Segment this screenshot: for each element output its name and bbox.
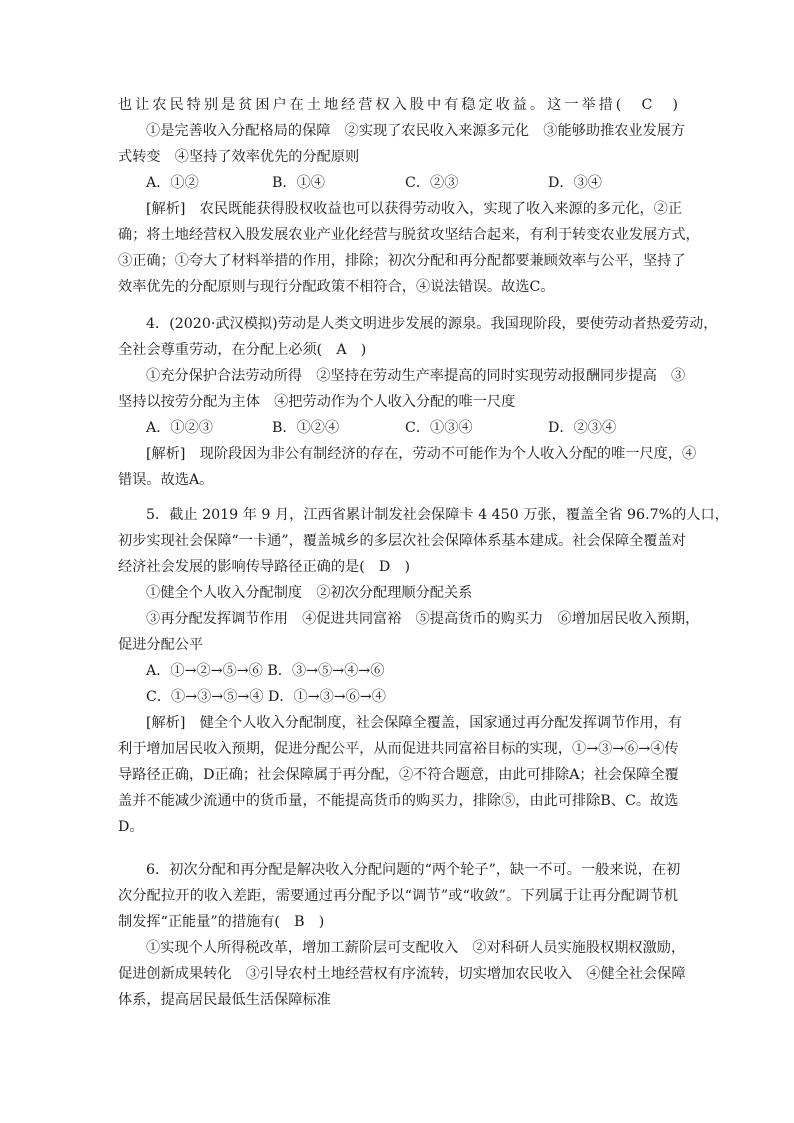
question-3-analysis-line-1: [解析] 农民既能获得股权收益也可以获得劳动收入，实现了收入来源的多元化，②正 [146, 201, 683, 217]
question-4-stem-line-2: 全社会尊重劳动，在分配上必须( A ) [118, 342, 367, 358]
question-5-analysis-line-3: 导路径正确，D正确；社会保障属于再分配，②不符合题意，由此可排除A；社会保障全覆 [118, 767, 679, 783]
question-5-options-line-2: C．①→③→⑤→④ D．①→③→⑥→④ [146, 689, 386, 705]
option-b: B．①②④ [272, 420, 340, 436]
question-5-analysis-line-5: D。 [118, 819, 144, 835]
question-3-options [118, 170, 678, 196]
question-3-analysis-line-4: 效率优先的分配原则与现行分配政策不相符合，④说法错误。故选C。 [118, 279, 555, 295]
question-4-stem-line-1: 4．(2020·武汉模拟)劳动是人类文明进步发展的源泉。我国现阶段，要使劳动者热爱劳动， [146, 316, 718, 332]
question-6-stem-line-1: 6．初次分配和再分配是解决收入分配问题的“两个轮子”，缺一不可。一般来说，在初 [146, 862, 681, 878]
question-5-stem-line-3: 经济社会发展的影响传导路径正确的是( D ) [118, 559, 411, 575]
question-5-analysis-line-4: 盖并不能减少流通中的货币量，不能提高货币的购买力，排除⑤，由此可排除B、C。故选 [118, 793, 679, 809]
question-5-block [118, 502, 729, 840]
question-6-statements-line-2: 促进创新成果转化 ③引导农村土地经营权有序流转，切实增加农民收入 ④健全社会保障 [118, 966, 686, 982]
question-3-analysis-line-3: ③正确；①夸大了材料举措的作用，排除；初次分配和再分配都要兼顾效率与公平，坚持了 [118, 253, 686, 269]
question-5-analysis-line-1: [解析] 健全个人收入分配制度，社会保障全覆盖，国家通过再分配发挥调节作用，有 [146, 715, 683, 731]
question-3-statements-line-1: ①是完善收入分配格局的保障 ②实现了农民收入来源多元化 ③能够助推农业发展方 [146, 123, 686, 139]
question-4-analysis-line-2: 错误。故选A。 [118, 472, 214, 488]
option-a: A．①②③ [146, 420, 213, 436]
option-c: C．②③ [405, 175, 459, 191]
question-5-stem-line-1: 5．截止 2019 年 9 月，江西省累计制发社会保障卡 4 450 万张，覆盖全省 96.7%的人口， [146, 507, 729, 523]
question-5-stem-line-2: 初步实现社会保障“一卡通”，覆盖城乡的多层次社会保障体系基本建成。社会保障全覆盖对 [118, 533, 686, 549]
option-d: D．②③④ [548, 420, 617, 436]
option-a: A．①② [146, 175, 199, 191]
question-6-stem-line-3: 制发挥“正能量”的措施有( B ) [118, 914, 325, 930]
question-3-analysis-line-2: 确；将土地经营权入股发展农业产业化经营与脱贫攻坚结合起来，有利于转变农业发展方式， [118, 227, 700, 243]
question-5-statements-line-2: ③再分配发挥调节作用 ④促进共同富裕 ⑤提高货币的购买力 ⑥增加居民收入预期， [146, 611, 700, 627]
question-3-statements-line-2: 式转变 ④坚持了效率优先的分配原则 [118, 149, 360, 165]
question-6-stem-line-2: 次分配拉开的收入差距，需要通过再分配予以“调节”或“收敛”。下列属于让再分配调节机 [118, 888, 678, 904]
question-6-statements-line-3: 体系，提高居民最低生活保障标准 [118, 992, 331, 1008]
question-4-options [118, 415, 678, 441]
question-3-stem-tail: 也让农民特别是贫困户在土地经营权入股中有稳定收益。这一举措( C ) [118, 97, 678, 113]
option-c: C．①③④ [405, 420, 473, 436]
question-3-block [118, 92, 700, 300]
option-b: B．①④ [272, 175, 325, 191]
question-6-block [118, 857, 686, 1013]
question-5-statements-line-1: ①健全个人收入分配制度 ②初次分配理顺分配关系 [146, 585, 473, 601]
question-4-statements-line-2: 坚持以按劳分配为主体 ④把劳动作为个人收入分配的唯一尺度 [118, 394, 516, 410]
question-4-statements-line-1: ①充分保护合法劳动所得 ②坚持在劳动生产率提高的同时实现劳动报酬同步提高 ③ [146, 368, 686, 384]
question-5-analysis-line-2: 利于增加居民收入预期，促进分配公平，从而促进共同富裕目标的实现，①→③→⑥→④传 [118, 741, 679, 757]
question-5-statements-line-3: 促进分配公平 [118, 637, 204, 653]
question-5-options-line-1: A．①→②→⑤→⑥ B．③→⑤→④→⑥ [146, 663, 385, 679]
question-4-analysis-line-1: [解析] 现阶段因为非公有制经济的存在，劳动不可能作为个人收入分配的唯一尺度，④ [146, 446, 697, 462]
question-4-block [118, 311, 718, 493]
option-d: D．③④ [548, 175, 602, 191]
question-6-statements-line-1: ①实现个人所得税改革，增加工薪阶层可支配收入 ②对科研人员实施股权期权激励， [146, 940, 686, 956]
